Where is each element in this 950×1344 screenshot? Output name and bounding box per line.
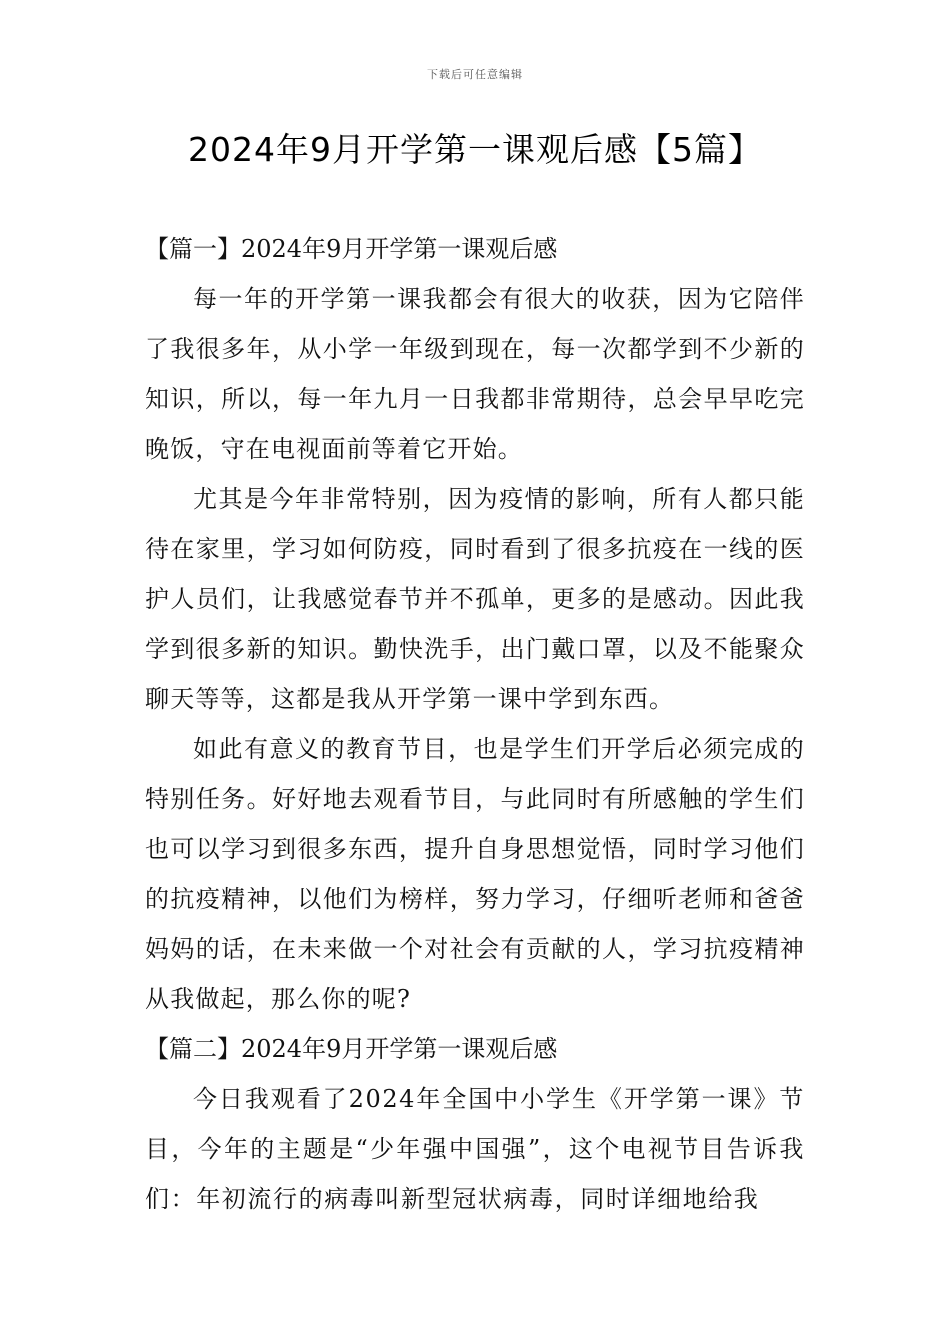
- document-body: [145, 224, 805, 1224]
- paragraph: 尤其是今年非常特别，因为疫情的影响，所有人都只能待在家里，学习如何防疫，同时看到了很多抗疫在一线的医护人员们，让我感觉春节并不孤单，更多的是感动。因此我学到很多新的知识。勤快洗手，出门戴口罩，以及不能聚众聊天等等，这都是我从开学第一课中学到东西。: [145, 485, 805, 713]
- section-heading: 【篇一】2024年9月开学第一课观后感: [145, 235, 558, 263]
- section-2: [145, 1024, 805, 1224]
- section-1: [145, 224, 805, 1024]
- header-note: 下载后可任意编辑: [427, 68, 523, 81]
- paragraph: 今日我观看了2024年全国中小学生《开学第一课》节目，今年的主题是“少年强中国强”，这个电视节目告诉我们：年初流行的病毒叫新型冠状病毒，同时详细地给我: [145, 1085, 805, 1213]
- paragraph: 每一年的开学第一课我都会有很大的收获，因为它陪伴了我很多年，从小学一年级到现在，每一次都学到不少新的知识，所以，每一年九月一日我都非常期待，总会早早吃完晚饭，守在电视面前等着它开始。: [145, 285, 805, 463]
- paragraph: 如此有意义的教育节目，也是学生们开学后必须完成的特别任务。好好地去观看节目，与此同时有所感触的学生们也可以学习到很多东西，提升自身思想觉悟，同时学习他们的抗疫精神，以他们为榜样，努力学习，仔细听老师和爸爸妈妈的话，在未来做一个对社会有贡献的人，学习抗疫精神从我做起，那么你的呢?: [145, 735, 805, 1013]
- section-heading: 【篇二】2024年9月开学第一课观后感: [145, 1035, 558, 1063]
- document-title: 2024年9月开学第一课观后感【5篇】: [188, 130, 762, 169]
